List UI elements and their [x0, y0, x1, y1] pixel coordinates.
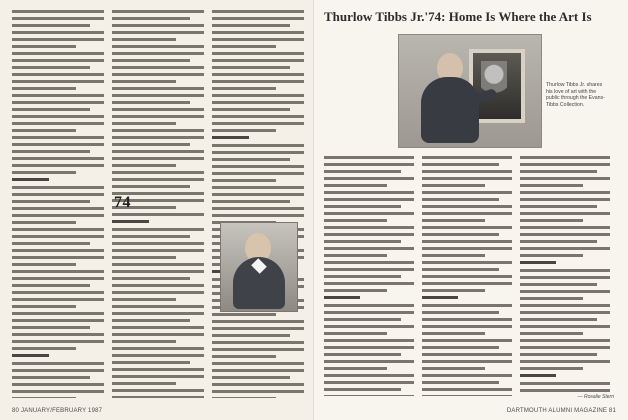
left-column-3 [212, 10, 304, 398]
text-subhead-line [12, 354, 49, 357]
text-line [520, 254, 583, 257]
text-line [324, 240, 401, 243]
text-line [212, 17, 304, 20]
text-line [212, 355, 276, 358]
text-line [112, 10, 204, 13]
text-line [212, 87, 276, 90]
text-line [112, 263, 204, 266]
right-column-2 [422, 156, 512, 396]
text-line [520, 339, 610, 342]
text-line [422, 219, 485, 222]
text-line [112, 24, 204, 27]
text-line [12, 150, 90, 153]
text-line [212, 144, 304, 147]
text-line [12, 383, 104, 386]
text-line [112, 213, 204, 216]
text-line [112, 157, 204, 160]
text-line [520, 205, 597, 208]
text-line [212, 214, 304, 217]
text-line [112, 129, 204, 132]
text-line [12, 298, 104, 301]
text-line [112, 235, 190, 238]
text-line [324, 282, 414, 285]
text-line [422, 240, 512, 243]
text-line [520, 269, 610, 272]
text-line [12, 17, 104, 20]
text-line [12, 397, 76, 398]
text-line [112, 171, 204, 174]
text-line [12, 270, 104, 273]
text-line [12, 221, 76, 224]
text-line [422, 254, 485, 257]
text-line [422, 304, 512, 307]
text-line [324, 360, 414, 363]
text-line [324, 226, 414, 229]
text-line [112, 291, 204, 294]
text-line [324, 184, 387, 187]
text-line [112, 361, 190, 364]
text-line [12, 171, 76, 174]
text-line [12, 10, 104, 13]
text-line [12, 38, 104, 41]
text-line [12, 305, 76, 308]
text-line [112, 115, 204, 118]
text-line [112, 340, 176, 343]
text-line [324, 219, 387, 222]
text-line [422, 346, 499, 349]
text-line [112, 108, 204, 111]
text-line [520, 389, 610, 392]
text-line [112, 347, 204, 350]
text-line [422, 311, 499, 314]
left-column-1 [12, 10, 104, 398]
text-line [520, 184, 583, 187]
text-line [112, 150, 204, 153]
text-line [12, 340, 104, 343]
text-line [422, 212, 512, 215]
text-line [212, 165, 304, 168]
text-line [212, 179, 276, 182]
text-line [112, 178, 204, 181]
text-line [422, 325, 512, 328]
text-line [212, 129, 276, 132]
text-line [324, 311, 414, 314]
text-line [324, 198, 414, 201]
text-line [212, 122, 304, 125]
right-column-1-text [324, 156, 414, 396]
text-line [112, 319, 190, 322]
text-line [12, 59, 104, 62]
text-line [212, 80, 304, 83]
text-line [12, 101, 104, 104]
text-line [12, 333, 104, 336]
text-line [112, 17, 190, 20]
text-line [12, 347, 76, 350]
text-line [12, 31, 104, 34]
article-photo [398, 34, 542, 148]
text-line [324, 381, 414, 384]
left-column-3-text [212, 10, 304, 398]
text-line [520, 346, 610, 349]
text-line [422, 268, 499, 271]
text-subhead-line [112, 220, 149, 223]
left-column-1-text [12, 10, 104, 398]
text-line [12, 319, 104, 322]
text-line [520, 219, 583, 222]
text-line [324, 325, 414, 328]
text-line [212, 383, 304, 386]
text-line [520, 156, 610, 159]
text-line [422, 360, 512, 363]
text-line [422, 226, 512, 229]
right-page-footer: DARTMOUTH ALUMNI MAGAZINE 81 [506, 408, 616, 414]
text-line [212, 24, 290, 27]
text-line [520, 360, 610, 363]
text-line [422, 163, 499, 166]
text-line [520, 311, 610, 314]
text-line [12, 291, 104, 294]
text-line [422, 388, 512, 391]
text-line [112, 136, 204, 139]
text-line [324, 247, 414, 250]
text-line [112, 368, 204, 371]
text-line [12, 80, 104, 83]
text-line [112, 284, 204, 287]
text-line [112, 270, 204, 273]
text-line [422, 367, 485, 370]
text-line [324, 191, 414, 194]
text-line [324, 254, 387, 257]
text-line [212, 369, 304, 372]
text-line [520, 240, 597, 243]
text-line [12, 249, 104, 252]
text-line [112, 375, 204, 378]
text-line [112, 185, 190, 188]
text-line [12, 108, 90, 111]
text-line [422, 205, 512, 208]
text-line [212, 31, 304, 34]
text-line [212, 327, 304, 330]
text-line [520, 318, 597, 321]
text-line [112, 389, 204, 392]
text-line [422, 184, 485, 187]
text-line [520, 332, 583, 335]
text-line [212, 334, 290, 337]
text-subhead-line [422, 296, 458, 299]
text-line [12, 256, 104, 259]
text-line [12, 214, 104, 217]
text-line [12, 143, 104, 146]
right-page [314, 0, 628, 420]
text-line [520, 198, 610, 201]
text-line [212, 73, 304, 76]
text-line [212, 172, 304, 175]
text-line [12, 228, 104, 231]
text-line [422, 353, 512, 356]
text-line [520, 247, 610, 250]
text-line [212, 52, 304, 55]
left-page-photo [220, 222, 298, 312]
text-line [112, 256, 176, 259]
text-line [12, 66, 90, 69]
text-line [422, 275, 512, 278]
text-line [12, 45, 76, 48]
text-line [324, 233, 414, 236]
text-line [12, 242, 90, 245]
text-line [112, 87, 204, 90]
text-line [422, 318, 512, 321]
text-line [520, 367, 583, 370]
text-line [12, 24, 90, 27]
text-line [12, 136, 104, 139]
text-line [12, 263, 76, 266]
text-line [212, 376, 290, 379]
text-line [212, 94, 304, 97]
text-line [112, 396, 204, 398]
text-line [212, 10, 304, 13]
text-line [12, 164, 104, 167]
right-column-3 [520, 156, 610, 396]
text-line [112, 52, 204, 55]
text-line [520, 163, 610, 166]
text-line [112, 249, 204, 252]
text-line [324, 289, 387, 292]
text-line [422, 395, 512, 396]
text-line [212, 320, 304, 323]
text-line [112, 59, 190, 62]
text-line [12, 207, 104, 210]
text-line [12, 186, 104, 189]
text-line [324, 318, 401, 321]
text-line [212, 341, 304, 344]
text-line [12, 326, 90, 329]
text-line [12, 312, 104, 315]
text-line [112, 298, 176, 301]
text-line [112, 143, 190, 146]
text-line [324, 304, 414, 307]
left-page-footer: 80 JANUARY/FEBRUARY 1987 [12, 408, 103, 414]
text-line [520, 212, 610, 215]
text-line [112, 228, 204, 231]
text-line [112, 94, 204, 97]
text-line [12, 94, 104, 97]
text-line [12, 115, 104, 118]
text-line [112, 80, 176, 83]
text-line [112, 305, 204, 308]
text-line [112, 354, 204, 357]
text-line [212, 186, 304, 189]
class-number: 74 [114, 194, 131, 211]
text-line [324, 268, 414, 271]
photo-caption: Thurlow Tibbs Jr. shares his love of art with the public through the Evans-Tibbs Collection. [546, 82, 605, 108]
text-line [212, 66, 290, 69]
text-line [422, 381, 499, 384]
text-line [422, 339, 512, 342]
text-line [324, 170, 401, 173]
text-line [12, 157, 104, 160]
text-line [12, 122, 104, 125]
text-line [212, 158, 290, 161]
text-line [324, 339, 414, 342]
text-line [12, 235, 104, 238]
text-line [212, 115, 304, 118]
text-line [520, 226, 610, 229]
text-line [324, 261, 414, 264]
text-line [112, 164, 176, 167]
text-line [212, 59, 304, 62]
text-line [422, 247, 512, 250]
text-line [520, 170, 597, 173]
text-line [520, 325, 610, 328]
text-line [422, 282, 512, 285]
text-line [212, 362, 304, 365]
text-line [324, 156, 414, 159]
text-line [112, 326, 204, 329]
article-subject-body [421, 77, 479, 143]
text-line [520, 382, 610, 385]
text-line [212, 101, 304, 104]
text-line [324, 367, 387, 370]
text-line [324, 374, 414, 377]
text-line [112, 101, 190, 104]
text-line [422, 261, 512, 264]
text-line [324, 212, 414, 215]
right-column-3-text [520, 156, 610, 396]
text-line [12, 277, 104, 280]
text-line [212, 348, 304, 351]
text-line [12, 87, 76, 90]
text-line [520, 353, 597, 356]
text-line [212, 397, 276, 398]
text-line [422, 198, 499, 201]
right-column-2-text [422, 156, 512, 396]
article-headline: Thurlow Tibbs Jr.'74: Home Is Where the Art Is [324, 9, 592, 24]
text-line [422, 233, 499, 236]
text-line [520, 297, 583, 300]
text-line [112, 38, 176, 41]
text-line [112, 382, 176, 385]
text-line [212, 193, 304, 196]
text-line [12, 200, 90, 203]
text-line [12, 193, 104, 196]
text-line [112, 66, 204, 69]
text-line [12, 129, 76, 132]
text-line [422, 374, 512, 377]
text-line [112, 31, 204, 34]
text-line [212, 390, 304, 393]
text-line [12, 369, 104, 372]
text-line [12, 376, 90, 379]
text-line [324, 275, 401, 278]
text-line [212, 108, 290, 111]
text-line [520, 283, 597, 286]
text-line [520, 304, 610, 307]
right-column-1 [324, 156, 414, 396]
text-line [520, 177, 610, 180]
text-subhead-line [520, 261, 556, 264]
text-line [520, 290, 610, 293]
text-line [324, 388, 401, 391]
text-line [422, 170, 512, 173]
text-line [112, 45, 204, 48]
text-line [212, 38, 304, 41]
text-line [422, 177, 512, 180]
text-line [12, 73, 104, 76]
text-line [422, 289, 485, 292]
text-subhead-line [212, 136, 249, 139]
text-line [520, 191, 610, 194]
text-line [520, 276, 610, 279]
text-line [112, 122, 176, 125]
text-line [212, 151, 304, 154]
text-line [520, 233, 610, 236]
text-subhead-line [520, 374, 556, 377]
text-line [12, 52, 104, 55]
text-line [12, 390, 104, 393]
text-line [112, 312, 204, 315]
text-line [324, 353, 401, 356]
text-line [324, 205, 401, 208]
text-line [112, 242, 204, 245]
text-line [422, 191, 512, 194]
text-line [422, 332, 485, 335]
text-line [12, 362, 104, 365]
article-byline: — Rosalie Stern [577, 394, 614, 400]
text-line [422, 156, 512, 159]
text-line [112, 73, 204, 76]
text-line [12, 284, 90, 287]
text-line [212, 200, 290, 203]
text-line [324, 163, 414, 166]
text-line [112, 333, 204, 336]
text-subhead-line [12, 178, 49, 181]
text-line [212, 313, 276, 316]
text-line [324, 395, 414, 396]
text-line [112, 277, 190, 280]
text-line [212, 45, 276, 48]
text-subhead-line [324, 296, 360, 299]
text-line [324, 346, 414, 349]
text-line [324, 177, 414, 180]
text-line [324, 332, 387, 335]
text-line [212, 207, 304, 210]
